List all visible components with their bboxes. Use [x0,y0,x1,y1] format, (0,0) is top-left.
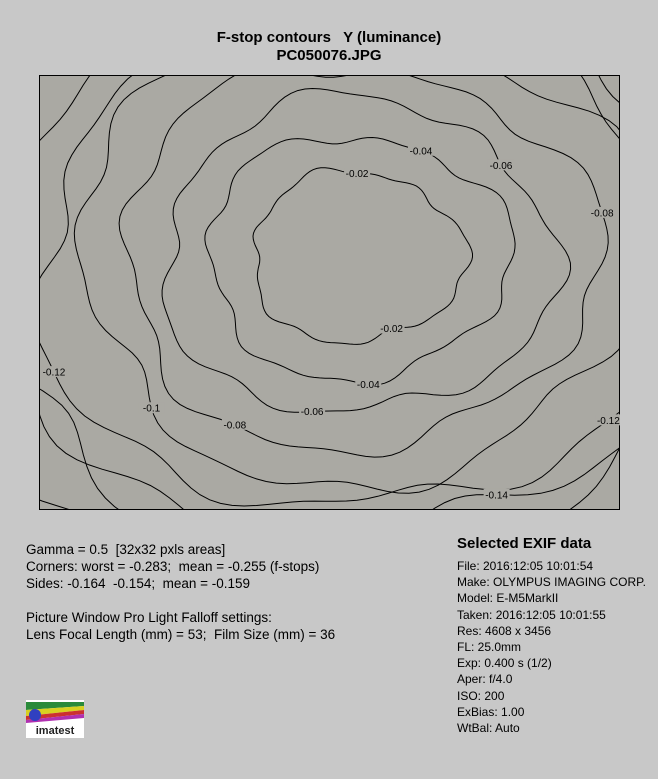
contour-label: -0.02 [345,168,369,180]
contour-label: -0.12 [596,415,620,427]
exif-make: Make: OLYMPUS IMAGING CORP. [457,575,646,590]
exif-iso: ISO: 200 [457,688,505,703]
contour-plot [39,75,620,510]
falloff-settings-heading: Picture Window Pro Light Falloff settings: [26,610,272,625]
exif-taken: Taken: 2016:12:05 10:01:55 [457,607,606,622]
plot-frame [40,76,620,510]
contour-label: -0.08 [590,208,614,220]
gamma-line: Gamma = 0.5 [32x32 pxls areas] [26,542,226,557]
sides-line: Sides: -0.164 -0.154; mean = -0.159 [26,576,251,591]
contour-label: -0.12 [42,367,66,379]
chart-title-block [0,29,658,65]
contour-label: -0.04 [409,146,433,158]
exif-model: Model: E-M5MarkII [457,591,559,606]
contour-label: -0.14 [485,490,509,502]
exif-data [457,558,658,736]
chart-title: F-stop contours Y (luminance) [216,29,442,46]
exif-fl: FL: 25.0mm [457,640,522,655]
exif-title: Selected EXIF data [457,535,592,552]
exif-res: Res: 4608 x 3456 [457,623,552,638]
contour-label: -0.02 [380,324,403,336]
exif-exp: Exp: 0.400 s (1/2) [457,656,552,671]
contour-label: -0.1 [142,403,161,415]
exif-exbias: ExBias: 1.00 [457,704,525,719]
exif-aper: Aper: f/4.0 [457,672,513,687]
exif-wtbal: WtBal: Auto [457,721,520,736]
exif-file: File: 2016:12:05 10:01:54 [457,559,594,573]
corners-line: Corners: worst = -0.283; mean = -0.255 (f-stops) [26,559,320,574]
contour-label: -0.06 [489,160,513,172]
imatest-logo [26,700,84,738]
lens-settings-line: Lens Focal Length (mm) = 53; Film Size (mm) = 36 [26,627,336,642]
contour-label: -0.04 [356,380,380,392]
contour-label: -0.08 [223,420,247,432]
logo-text: imatest [35,725,75,737]
chart-subtitle: PC050076.JPG [276,47,382,64]
contour-label: -0.06 [300,407,324,419]
